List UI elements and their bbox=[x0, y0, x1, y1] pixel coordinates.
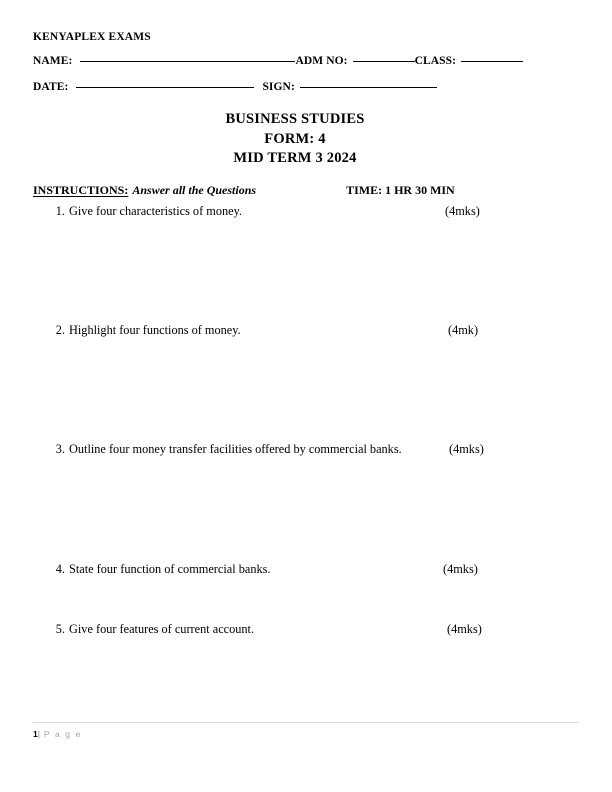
class-input-rule[interactable] bbox=[461, 61, 523, 62]
sign-label: SIGN: bbox=[262, 81, 295, 93]
exam-term: MID TERM 3 2024 bbox=[233, 150, 357, 166]
candidate-identity-line-2 bbox=[33, 80, 579, 94]
instructions-row bbox=[33, 183, 579, 198]
question-item bbox=[33, 323, 579, 338]
question-text: Give four features of current account. bbox=[69, 621, 255, 636]
adm-label: ADM NO: bbox=[295, 55, 348, 67]
organization-heading: KENYAPLEX EXAMS bbox=[33, 31, 151, 43]
footer-separator: | bbox=[37, 729, 40, 739]
date-label: DATE: bbox=[33, 81, 69, 93]
question-item bbox=[33, 622, 579, 637]
question-number: 4. bbox=[55, 561, 65, 576]
question-marks: (4mks) bbox=[443, 561, 478, 576]
exam-title-block bbox=[33, 110, 579, 169]
answer-space bbox=[33, 338, 579, 442]
question-number: 3. bbox=[55, 441, 65, 456]
answer-space bbox=[33, 219, 579, 323]
answer-space bbox=[33, 577, 579, 622]
instructions-text: Answer all the Questions bbox=[132, 182, 257, 197]
date-input-rule[interactable] bbox=[76, 87, 254, 88]
name-input-rule[interactable] bbox=[80, 61, 295, 62]
adm-no-input-rule[interactable] bbox=[353, 61, 415, 62]
question-text: Highlight four functions of money. bbox=[69, 322, 241, 337]
question-text: Give four characteristics of money. bbox=[69, 203, 242, 218]
instructions-label: INSTRUCTIONS: bbox=[33, 182, 129, 197]
question-item bbox=[33, 562, 579, 577]
page-footer bbox=[33, 722, 579, 739]
candidate-identity-line-1 bbox=[33, 54, 579, 68]
question-number: 2. bbox=[55, 322, 65, 337]
footer-page-number: 1 bbox=[33, 729, 38, 739]
exam-subject: BUSINESS STUDIES bbox=[225, 111, 365, 127]
name-label: NAME: bbox=[33, 55, 73, 67]
sign-input-rule[interactable] bbox=[300, 87, 437, 88]
footer-divider bbox=[33, 722, 579, 723]
footer-page-word: P a g e bbox=[43, 729, 82, 739]
question-item bbox=[33, 442, 579, 457]
question-number: 5. bbox=[55, 621, 65, 636]
question-marks: (4mks) bbox=[449, 441, 484, 456]
page-number-footer bbox=[33, 729, 579, 739]
question-number: 1. bbox=[55, 203, 65, 218]
question-marks: (4mks) bbox=[447, 621, 482, 636]
document-content bbox=[33, 30, 579, 637]
exam-duration: TIME: 1 HR 30 MIN bbox=[346, 182, 455, 197]
question-text: Outline four money transfer facilities offered by commercial banks. bbox=[69, 441, 402, 456]
question-item bbox=[33, 204, 579, 219]
exam-form: FORM: 4 bbox=[264, 130, 326, 147]
questions-list bbox=[33, 204, 579, 637]
answer-space bbox=[33, 457, 579, 562]
question-marks: (4mks) bbox=[445, 203, 480, 218]
question-text: State four function of commercial banks. bbox=[69, 561, 271, 576]
class-label: CLASS: bbox=[414, 55, 457, 67]
question-marks: (4mk) bbox=[448, 322, 479, 337]
